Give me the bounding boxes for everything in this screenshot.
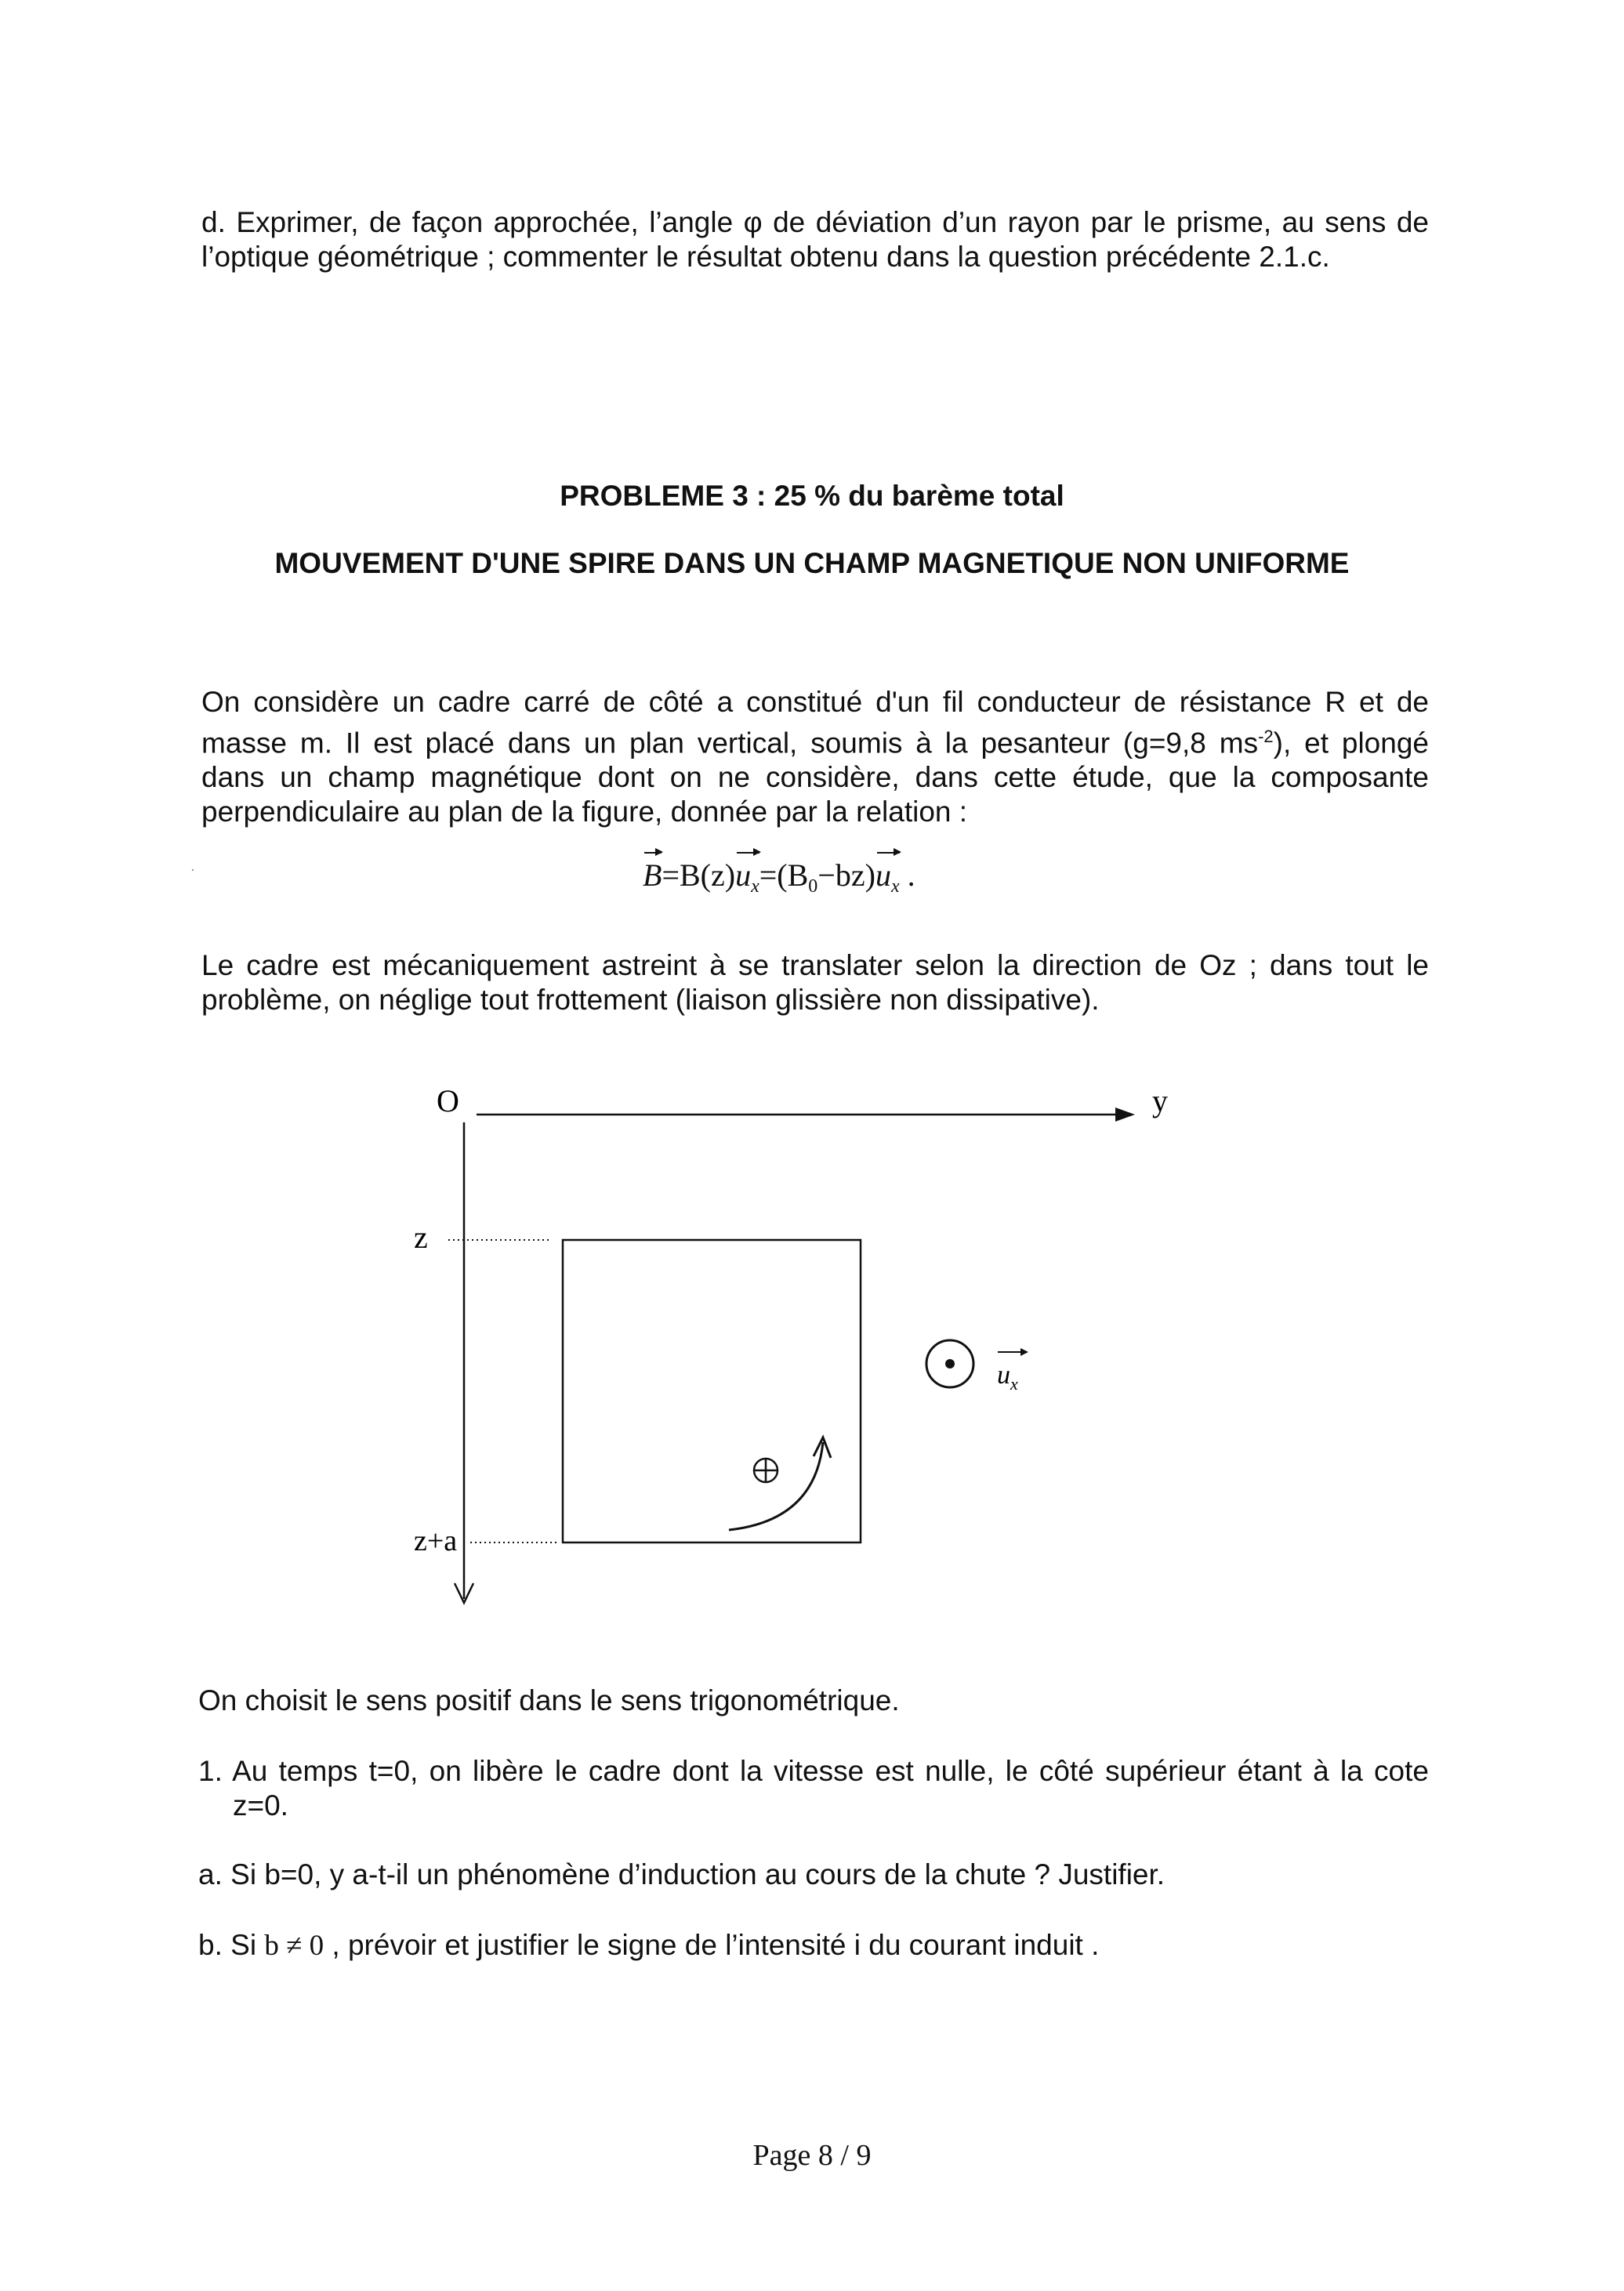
vector-B: B xyxy=(643,857,662,893)
description-line-1: On considère un cadre carré de côté a constitué d'un fil conducteur de résistance R et de xyxy=(201,686,1429,718)
question-b: b. Si b ≠ 0 , prévoir et justifier le signe de l’intensité i du courant induit . xyxy=(198,1929,1100,1962)
za-label: z+a xyxy=(414,1524,458,1557)
constraint-line-1: Le cadre est mécaniquement astreint à se translater selon la direction de Oz ; dans tout le xyxy=(201,949,1429,981)
problem-heading: PROBLEME 3 : 25 % du barème total xyxy=(560,480,1064,512)
description-line-4: perpendiculaire au plan de la figure, donnée par la relation : xyxy=(201,796,968,828)
field-formula: $B=B(z)u_x=(B_0-bz)u_x$ . xyxy=(643,857,915,897)
y-label: y xyxy=(1152,1083,1168,1118)
description-line-3: dans un champ magnétique dont on ne considère, dans cette étude, que la composante xyxy=(201,761,1429,794)
ux-vector-arrowhead xyxy=(1020,1348,1028,1356)
orientation-arrow xyxy=(729,1442,823,1530)
constraint-line-2: problème, on néglige tout frottement (liaison glissière non dissipative). xyxy=(201,984,1100,1016)
question-1-line-1: 1. Au temps t=0, on libère le cadre dont la vitesse est nulle, le côté supérieur étant à la cote xyxy=(198,1755,1429,1787)
inequality: b ≠ 0 xyxy=(264,1930,324,1962)
vector-u-2: $u_x$ xyxy=(875,857,900,897)
page-number: Page 8 / 9 xyxy=(752,2139,872,2172)
exponent: -2 xyxy=(1258,727,1274,746)
z-label: z xyxy=(414,1220,428,1255)
out-of-plane-dot xyxy=(945,1359,955,1368)
y-axis-arrowhead xyxy=(1115,1107,1135,1122)
vector-u: $u_x$ xyxy=(735,857,759,897)
ux-label: $u_x$ xyxy=(997,1361,1018,1394)
question-1-line-2: z=0. xyxy=(233,1789,288,1822)
origin-label: O xyxy=(437,1083,459,1118)
description-line-2: masse m. Il est placé dans un plan vertical, soumis à la pesanteur (g=9,8 $ms^{-2}$), et plongé xyxy=(201,727,1429,759)
intro-line-2: l’optique géométrique ; commenter le résultat obtenu dans la question précédente 2.1.c. xyxy=(201,241,1330,273)
question-1 xyxy=(198,1754,1429,1823)
square-frame xyxy=(563,1240,861,1542)
question-a: a. Si b=0, y a-t-il un phénomène d’induction au cours de la chute ? Justifier. xyxy=(198,1858,1165,1890)
orientation-text: On choisit le sens positif dans le sens trigonométrique. xyxy=(198,1684,900,1716)
intro-line-1: d. Exprimer, de façon approchée, l’angle φ de déviation d’un rayon par le prisme, au sens de xyxy=(201,206,1429,238)
problem-title: MOUVEMENT D'UNE SPIRE DANS UN CHAMP MAGNETIQUE NON UNIFORME xyxy=(274,547,1350,579)
